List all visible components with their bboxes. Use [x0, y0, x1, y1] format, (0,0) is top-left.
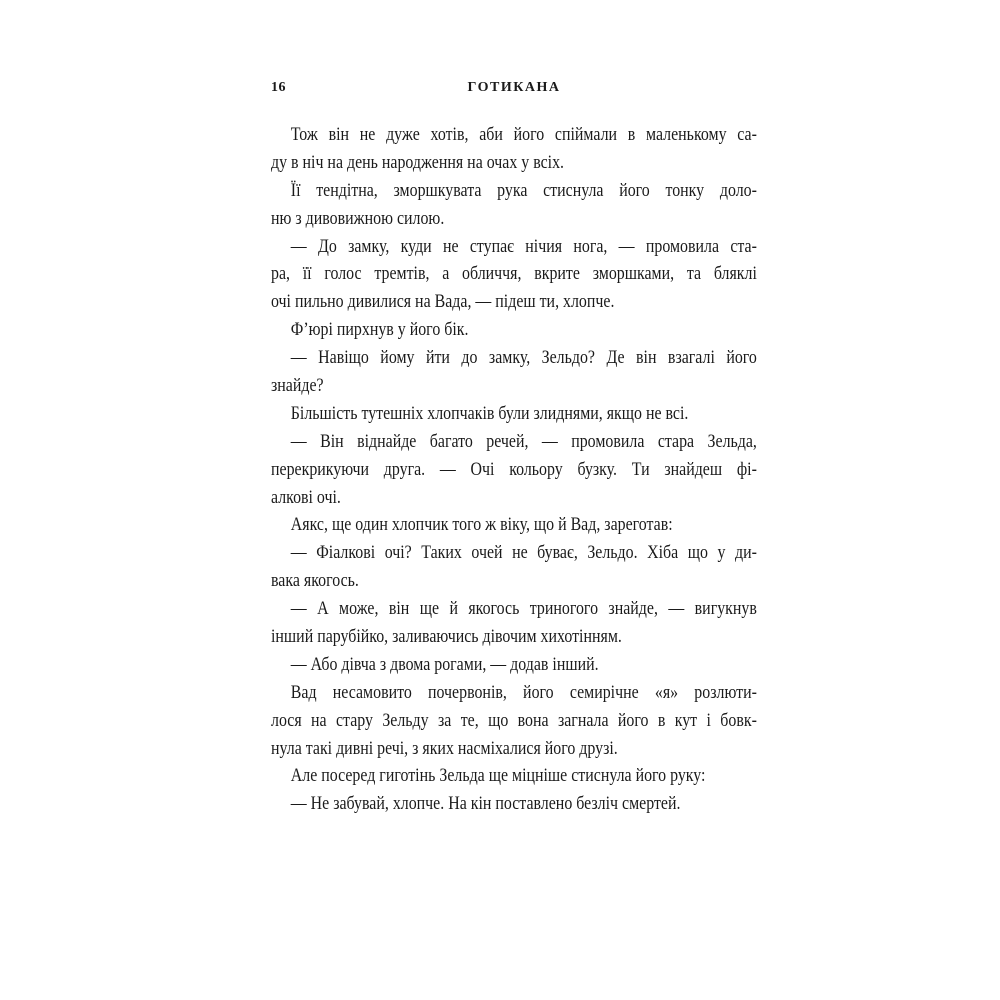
- text-line: ню з дивовижною силою.: [271, 208, 445, 229]
- text-line: нула такі дивні речі, з яких насміхалися його друзі.: [271, 738, 618, 759]
- text-line: знайде?: [271, 376, 324, 397]
- text-line: очі пильно дивилися на Вада, — підеш ти, хлопче.: [271, 292, 615, 313]
- text-line: алкові очі.: [271, 487, 341, 508]
- text-line: лося на стару Зельду за те, що вона загнала його в кут і бовк-: [271, 710, 757, 731]
- text-line: — Навіщо йому йти до замку, Зельдо? Де він взагалі його: [290, 348, 757, 369]
- text-line: Ф’юрі пирхнув у його бік.: [290, 320, 469, 341]
- text-line: — Не забувай, хлопче. На кін поставлено безліч смертей.: [290, 794, 681, 815]
- text-line: — А може, він ще й якогось триногого знайде, — вигукнув: [290, 599, 757, 620]
- body-text: [271, 122, 757, 819]
- text-line: — Він віднайде багато речей, — промовила стара Зельда,: [290, 431, 757, 452]
- text-line: — Або дівча з двома рогами, — додав інший.: [290, 654, 599, 675]
- text-line: — Фіалкові очі? Таких очей не буває, Зельдо. Хіба що у ди-: [290, 543, 757, 564]
- text-line: Тож він не дуже хотів, аби його спіймали в маленькому са-: [290, 125, 757, 145]
- book-title: ГОТИКАНА: [467, 80, 561, 95]
- text-line: ду в ніч на день народження на очах у всіх.: [271, 152, 565, 173]
- text-line: перекрикуючи друга. — Очі кольору бузку. Ти знайдеш фі-: [271, 459, 757, 480]
- text-line: — До замку, куди не ступає нічия нога, — промовила ста-: [290, 236, 757, 257]
- text-line: Її тендітна, зморшкувата рука стиснула його тонку доло-: [290, 180, 757, 201]
- text-line: вака якогось.: [271, 571, 359, 592]
- text-line: ра, її голос тремтів, а обличчя, вкрите зморшками, та бляклі: [271, 264, 757, 285]
- text-line: Більшість тутешніх хлопчаків були злиднями, якщо не всі.: [290, 403, 689, 424]
- text-line: Аякс, ще один хлопчик того ж віку, що й Вад, зареготав:: [290, 515, 673, 536]
- text-line: Вад несамовито почервонів, його семирічне «я» розлюти-: [290, 682, 757, 703]
- page-number: 16: [271, 80, 286, 95]
- running-head: [271, 80, 757, 100]
- text-line: Але посеред гиготінь Зельда ще міцніше стиснула його руку:: [290, 766, 706, 787]
- text-line: інший парубійко, заливаючись дівочим хихотінням.: [271, 627, 622, 648]
